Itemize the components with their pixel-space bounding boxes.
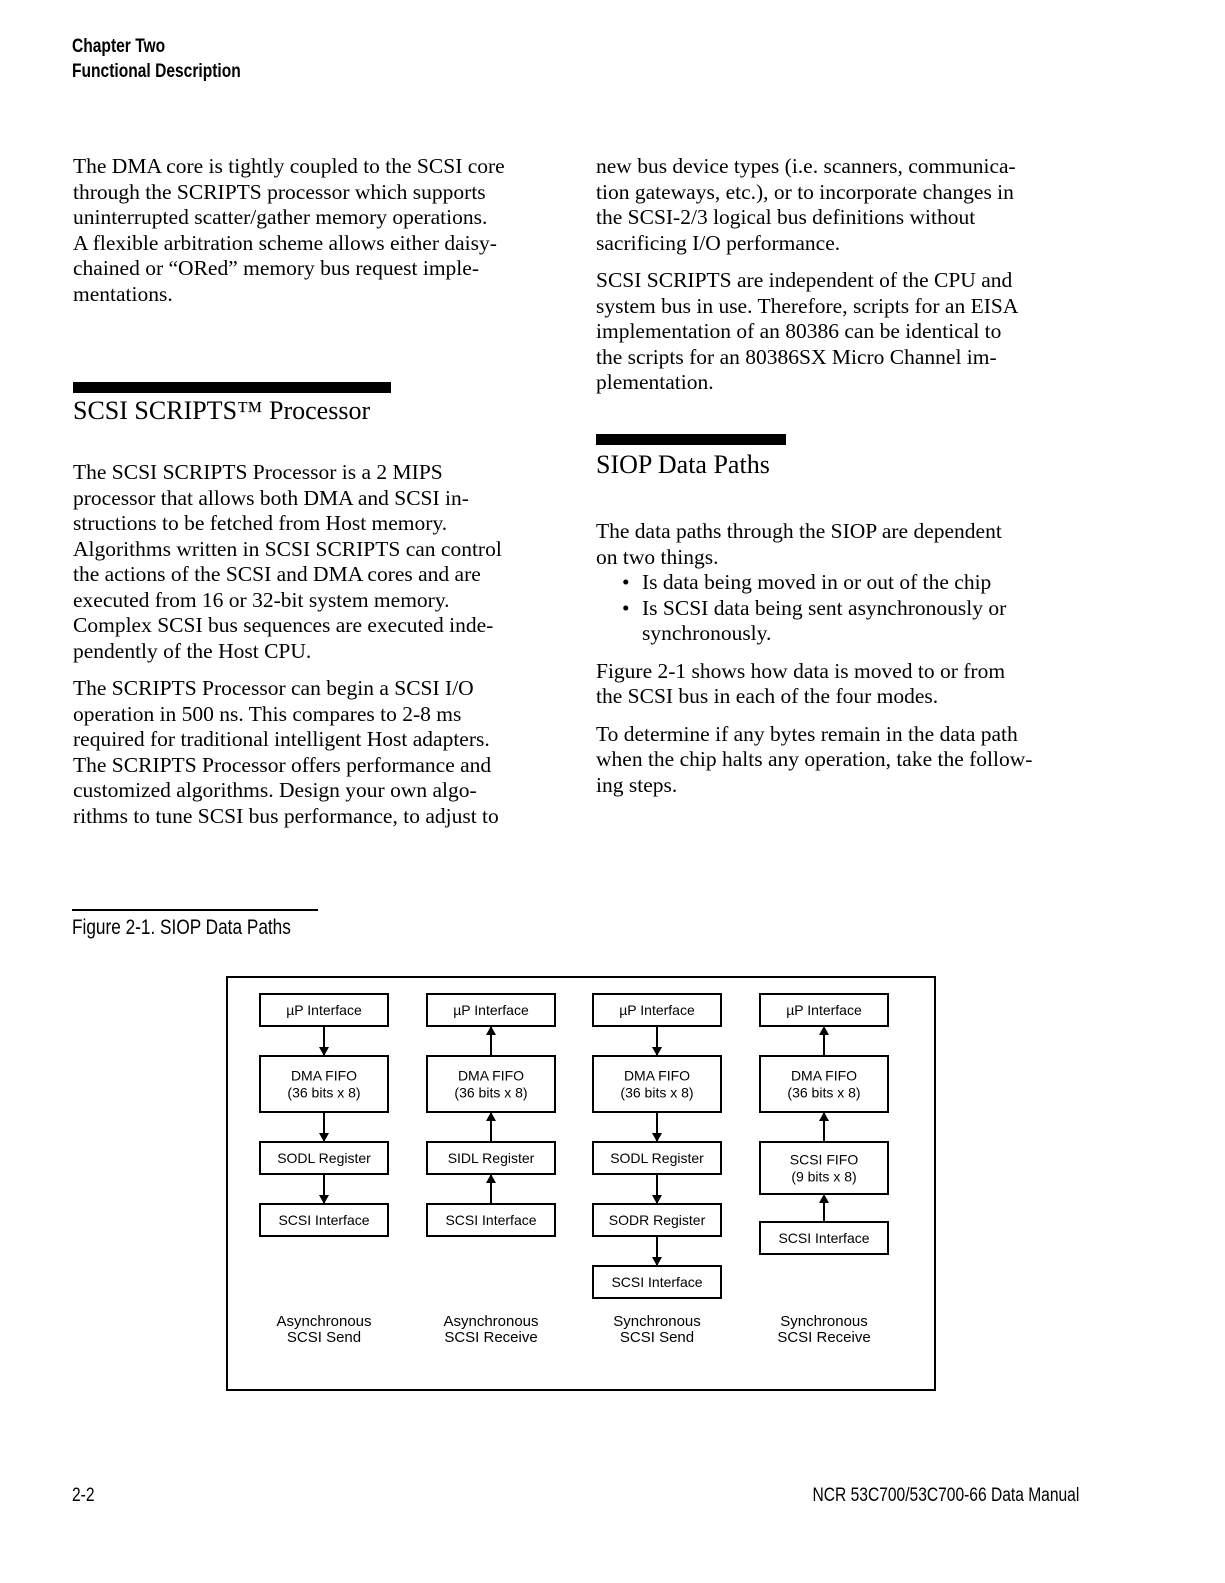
mode-label: Asynchronous xyxy=(443,1313,539,1330)
arrow-up-icon xyxy=(486,1174,496,1183)
heading-scripts-processor: SCSI SCRIPTS™ Processor xyxy=(73,396,371,425)
running-header xyxy=(72,34,241,84)
arrow-down-icon xyxy=(652,1257,662,1266)
block-label: SCSI FIFO xyxy=(789,1151,859,1168)
right-column-lower xyxy=(596,519,1096,810)
page-number: 2-2 xyxy=(72,1485,95,1506)
arrow-down-icon xyxy=(652,1195,662,1204)
block-label: DMA FIFO xyxy=(457,1067,525,1084)
block-label: (36 bits x 8) xyxy=(287,1084,361,1101)
arrow-down-icon xyxy=(652,1047,662,1056)
block-label: SCSI Interface xyxy=(445,1212,537,1228)
block-label: µP Interface xyxy=(619,1002,695,1018)
block-label: SCSI Interface xyxy=(778,1230,870,1246)
block-label: µP Interface xyxy=(786,1002,862,1018)
paragraph-bus-types: new bus device types (i.e. scanners, communica- tion gateways, etc.), or to incorporate changes in the SCSI-2/3 logical bus definitions without sacrificing I/O performance. xyxy=(596,154,1016,255)
left-column xyxy=(73,154,563,319)
block-label: SODL Register xyxy=(277,1150,371,1166)
paragraph-figure-reference: Figure 2-1 shows how data is moved to or from the SCSI bus in each of the four modes. xyxy=(596,658,1006,708)
paragraph-dma-core: The DMA core is tightly coupled to the SCSI core through the SCRIPTS processor which supports uninterrupted scatter/gather memory operations. A flexible arbitration scheme allows either daisy- chained or “ORed” memory bus request imple- mentations. xyxy=(73,154,505,306)
right-column xyxy=(596,154,1096,408)
bullet-item: • Is SCSI data being sent asynchronously or synchronously. xyxy=(622,595,1007,645)
mode-label: Synchronous xyxy=(780,1313,868,1330)
block-label: (9 bits x 8) xyxy=(791,1168,857,1185)
paragraph-scripts-intro: The SCSI SCRIPTS Processor is a 2 MIPS processor that allows both DMA and SCSI in- structions to be fetched from Host memory. Algorithms written in SCSI SCRIPTS can control the actions of the SCSI and DMA cores and are executed from 16 or 32-bit system memory. Complex SCSI bus sequences are executed inde- pendently of the Host CPU. xyxy=(73,460,502,663)
section-rule-data-paths xyxy=(596,434,786,445)
paragraph-data-paths-intro: The data paths through the SIOP are dependent on two things. xyxy=(596,519,1002,569)
block-label: DMA FIFO xyxy=(790,1067,858,1084)
block-label: SODR Register xyxy=(608,1212,706,1228)
mode-label: SCSI Receive xyxy=(777,1329,871,1346)
siop-data-paths-diagram xyxy=(226,976,937,1392)
bullet-dot: • xyxy=(622,570,630,594)
mode-label: SCSI Receive xyxy=(444,1329,538,1346)
arrow-up-icon xyxy=(486,1026,496,1035)
mode-label: SCSI Send xyxy=(619,1329,695,1346)
manual-title: NCR 53C700/53C700-66 Data Manual xyxy=(812,1485,1079,1506)
arrow-down-icon xyxy=(652,1133,662,1142)
block-label: (36 bits x 8) xyxy=(454,1084,528,1101)
block-label: SODL Register xyxy=(610,1150,704,1166)
mode-label: Asynchronous xyxy=(276,1313,372,1330)
arrow-up-icon xyxy=(819,1194,829,1203)
block-label: SCSI Interface xyxy=(278,1212,370,1228)
mode-label: SCSI Send xyxy=(286,1329,362,1346)
arrow-down-icon xyxy=(319,1133,329,1142)
arrow-up-icon xyxy=(819,1112,829,1121)
bullet-dot: • xyxy=(622,595,630,620)
paragraph-determine-bytes: To determine if any bytes remain in the data path when the chip halts any operation, take the follow- ing steps. xyxy=(596,721,1033,797)
block-label: (36 bits x 8) xyxy=(787,1084,861,1101)
section-rule-scripts xyxy=(73,382,391,393)
arrow-down-icon xyxy=(319,1047,329,1056)
heading-siop-data-paths: SIOP Data Paths xyxy=(596,450,770,479)
section-label: Functional Description xyxy=(72,61,241,82)
block-label: µP Interface xyxy=(453,1002,529,1018)
arrow-down-icon xyxy=(319,1195,329,1204)
block-label: DMA FIFO xyxy=(623,1067,691,1084)
paragraph-scripts-independent: SCSI SCRIPTS are independent of the CPU and system bus in use. Therefore, scripts for an EISA implementation of an 80386 can be identical to the scripts for an 80386SX Micro Channel im- plementation. xyxy=(596,268,1019,394)
left-column-lower xyxy=(73,460,563,841)
block-label: µP Interface xyxy=(286,1002,362,1018)
arrow-up-icon xyxy=(819,1026,829,1035)
mode-label: Synchronous xyxy=(613,1313,701,1330)
arrow-up-icon xyxy=(486,1112,496,1121)
paragraph-scripts-performance: The SCRIPTS Processor can begin a SCSI I/O operation in 500 ns. This compares to 2-8 ms required for traditional intelligent Host adapters. The SCRIPTS Processor offers performance and customized algorithms. Design your own algo- rithms to tune SCSI bus performance, to adjust to xyxy=(73,676,499,828)
figure-caption-rule xyxy=(72,909,318,911)
block-label: DMA FIFO xyxy=(290,1067,358,1084)
figure-caption: Figure 2-1. SIOP Data Paths xyxy=(72,916,291,939)
bullet-item: • Is data being moved in or out of the chip xyxy=(622,570,992,594)
bullet-list xyxy=(596,570,1096,647)
block-label: (36 bits x 8) xyxy=(620,1084,694,1101)
block-label: SCSI Interface xyxy=(611,1274,703,1290)
chapter-label: Chapter Two xyxy=(72,36,166,57)
block-label: SIDL Register xyxy=(447,1150,535,1166)
